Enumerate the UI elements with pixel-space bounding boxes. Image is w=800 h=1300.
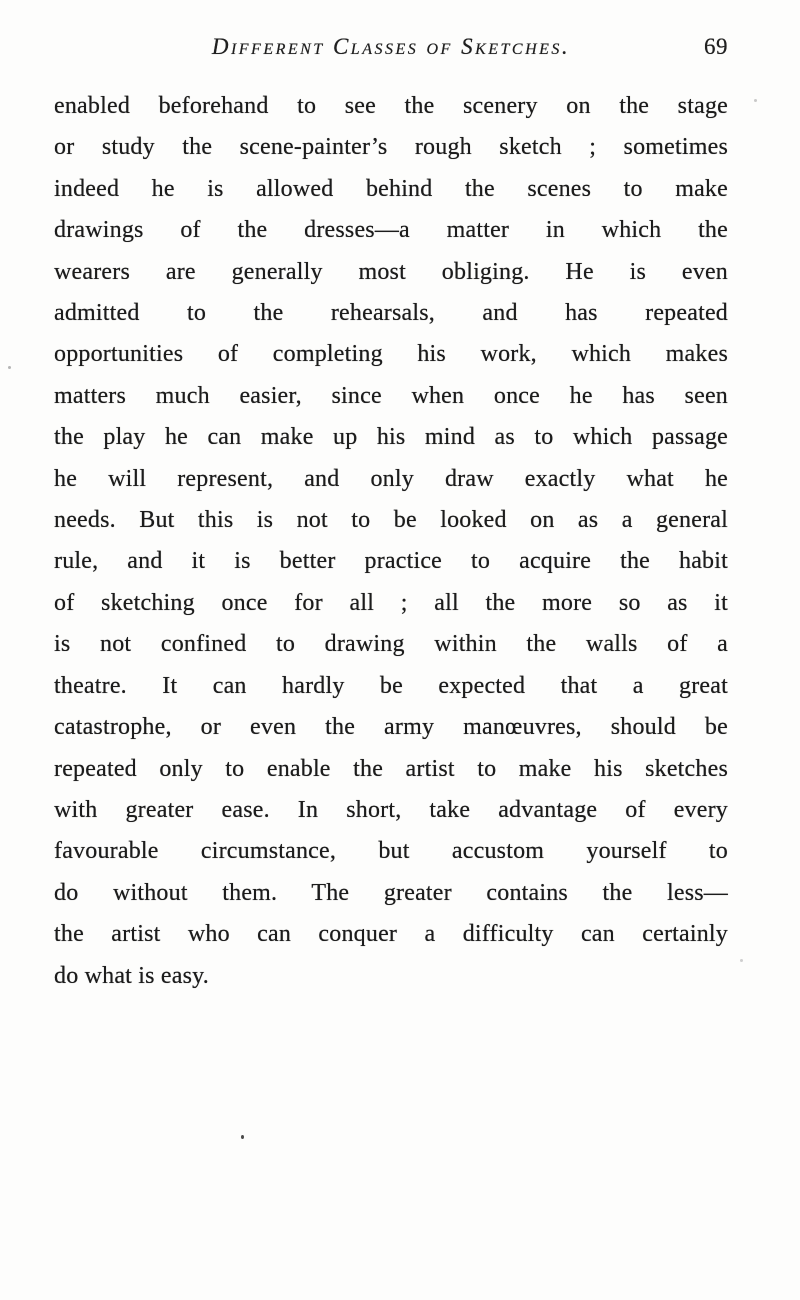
body-text-line: rule, and it is better practice to acquire the habit — [54, 548, 728, 575]
body-text-line: of sketching once for all ; all the more so as it — [54, 589, 728, 616]
body-text-line: catastrophe, or even the army manœuvres, should be — [54, 714, 728, 741]
body-text-line: he will represent, and only draw exactly what he — [54, 465, 728, 492]
paragraph-block — [54, 86, 728, 997]
page-number: 69 — [704, 34, 728, 59]
body-text-line: admitted to the rehearsals, and has repeated — [54, 300, 728, 327]
body-text-line: needs. But this is not to be looked on as a general — [54, 507, 728, 534]
body-text-line: matters much easier, since when once he has seen — [54, 382, 728, 409]
body-text-line: opportunities of completing his work, which makes — [54, 341, 728, 368]
body-text-line: with greater ease. In short, take advantage of every — [54, 796, 728, 823]
body-text-line: enabled beforehand to see the scenery on the stage — [54, 93, 728, 119]
scan-speck — [740, 959, 743, 962]
scan-speck — [241, 1135, 244, 1139]
body-text-line: wearers are generally most obliging. He is even — [54, 258, 728, 285]
body-text-line: repeated only to enable the artist to make his sketches — [54, 755, 728, 782]
running-head — [54, 33, 728, 63]
body-text-line: or study the scene-painter’s rough sketch ; sometimes — [54, 134, 728, 161]
body-text-line: the artist who can conquer a difficulty can certainly — [54, 921, 728, 948]
body-text-line: theatre. It can hardly be expected that a great — [54, 672, 728, 699]
body-text-line: indeed he is allowed behind the scenes to make — [54, 175, 728, 202]
body-text-line: drawings of the dresses—a matter in which the — [54, 217, 728, 244]
body-text-line: do without them. The greater contains the less— — [54, 879, 728, 906]
body-text-line: the play he can make up his mind as to which passage — [54, 424, 728, 451]
body-text-line: do what is easy. — [54, 962, 209, 989]
body-text-line: favourable circumstance, but accustom yourself to — [54, 838, 728, 865]
running-head-title: Different Classes of Sketches. — [211, 34, 571, 59]
scan-speck — [754, 99, 757, 102]
body-text-line: is not confined to drawing within the walls of a — [54, 631, 728, 658]
scan-speck — [8, 366, 11, 369]
